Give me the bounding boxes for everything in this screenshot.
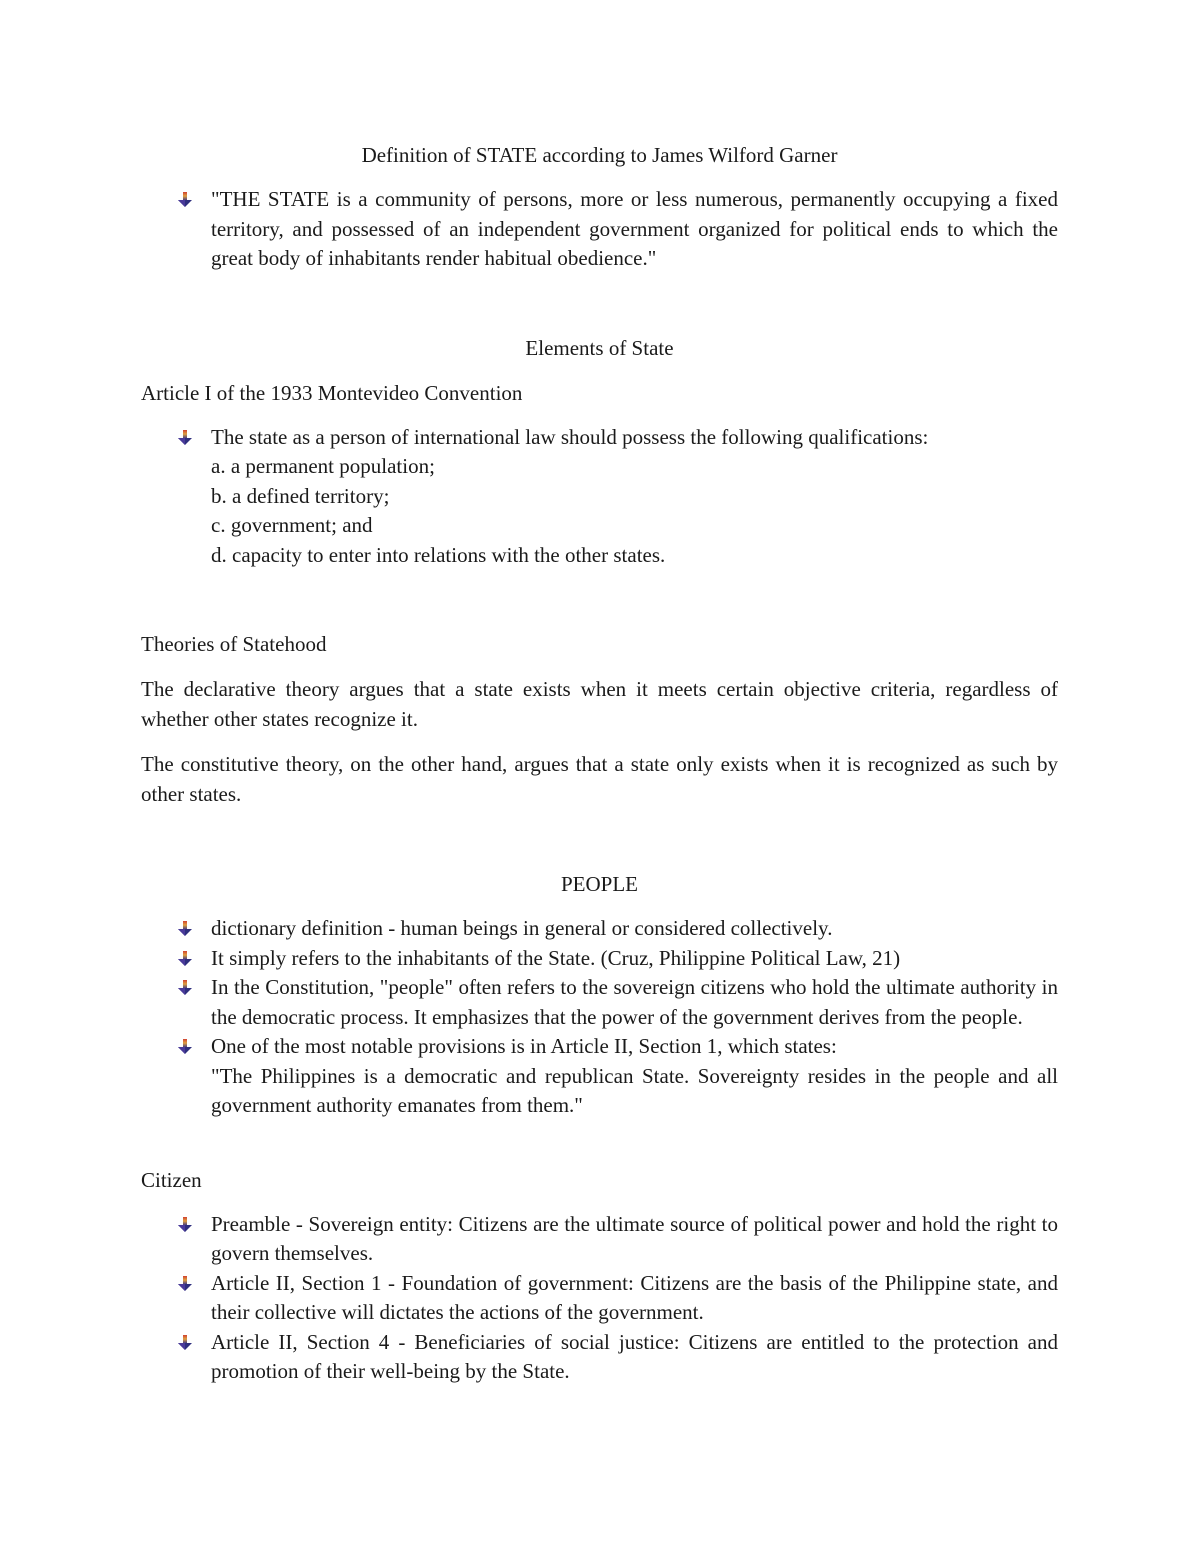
arrow-down-icon <box>177 980 193 996</box>
state-definition-title: Definition of STATE according to James Wilford Garner <box>361 143 838 167</box>
arrow-down-icon <box>177 430 193 446</box>
citizen-bullet-text: Preamble - Sovereign entity: Citizens are the ultimate source of political power and hold the right to govern themselves. <box>211 1211 1058 1265</box>
declarative-theory-paragraph: The declarative theory argues that a state exists when it meets certain objective criteria, regardless of whether other states recognize it. <box>141 677 1058 731</box>
people-bullet-text: dictionary definition - human beings in general or considered collectively. <box>211 916 833 940</box>
qualification-item: b. a defined territory; <box>211 483 390 508</box>
elements-intro: The state as a person of international law should possess the following qualifications: <box>211 424 929 449</box>
list-item <box>141 185 1058 274</box>
people-bullet-text: It simply refers to the inhabitants of the State. (Cruz, Philippine Political Law, 21) <box>211 945 901 970</box>
elements-title: Elements of State <box>525 335 674 360</box>
arrow-down-icon <box>177 921 193 937</box>
qualification-item: c. government; and <box>211 513 373 537</box>
people-list <box>141 914 1058 1121</box>
qualification-item: a. a permanent population; <box>211 454 435 478</box>
arrow-down-icon <box>177 1276 193 1292</box>
people-provision-quote: "The Philippines is a democratic and republican State. Sovereignty resides in the people and all government authority emanates from them." <box>211 1063 1058 1117</box>
citizen-list <box>141 1210 1058 1387</box>
arrow-down-icon <box>177 1039 193 1055</box>
people-provision-intro: One of the most notable provisions is in Article II, Section 1, which states: <box>211 1034 837 1058</box>
state-definition-text: "THE STATE is a community of persons, more or less numerous, permanently occupying a fixed territory, and possessed of an independent government organized for political ends to which the great body of inhabitants render habitual obedience." <box>211 187 1058 270</box>
document-page <box>141 140 1058 1387</box>
list-item <box>141 944 1058 974</box>
elements-list <box>141 423 1058 571</box>
constitutive-theory-paragraph: The constitutive theory, on the other hand, argues that a state only exists when it is recognized as such by other states. <box>141 752 1058 806</box>
state-definition-list <box>141 185 1058 274</box>
qualification-item: d. capacity to enter into relations with the other states. <box>211 542 666 567</box>
people-bullet-text: In the Constitution, "people" often refers to the sovereign citizens who hold the ultimate authority in the democratic process. It emphasizes that the power of the government derives from the people. <box>211 975 1058 1029</box>
list-item <box>141 973 1058 1032</box>
list-item <box>141 1032 1058 1121</box>
list-item <box>141 423 1058 571</box>
arrow-down-icon <box>177 1335 193 1351</box>
arrow-down-icon <box>177 951 193 967</box>
list-item <box>141 1328 1058 1387</box>
theories-title: Theories of Statehood <box>141 632 327 656</box>
citizen-bullet-text: Article II, Section 1 - Foundation of government: Citizens are the basis of the Philippine state, and their collective will dictates the actions of the government. <box>211 1270 1058 1324</box>
citizen-bullet-text: Article II, Section 4 - Beneficiaries of social justice: Citizens are entitled to the protection and promotion of their well-being by the State. <box>211 1329 1058 1383</box>
list-item <box>141 1210 1058 1269</box>
arrow-down-icon <box>177 1217 193 1233</box>
arrow-down-icon <box>177 192 193 208</box>
list-item <box>141 914 1058 944</box>
elements-subheading: Article I of the 1933 Montevideo Convention <box>141 380 523 405</box>
people-title: PEOPLE <box>560 872 638 896</box>
list-item <box>141 1269 1058 1328</box>
citizen-title: Citizen <box>141 1167 202 1192</box>
